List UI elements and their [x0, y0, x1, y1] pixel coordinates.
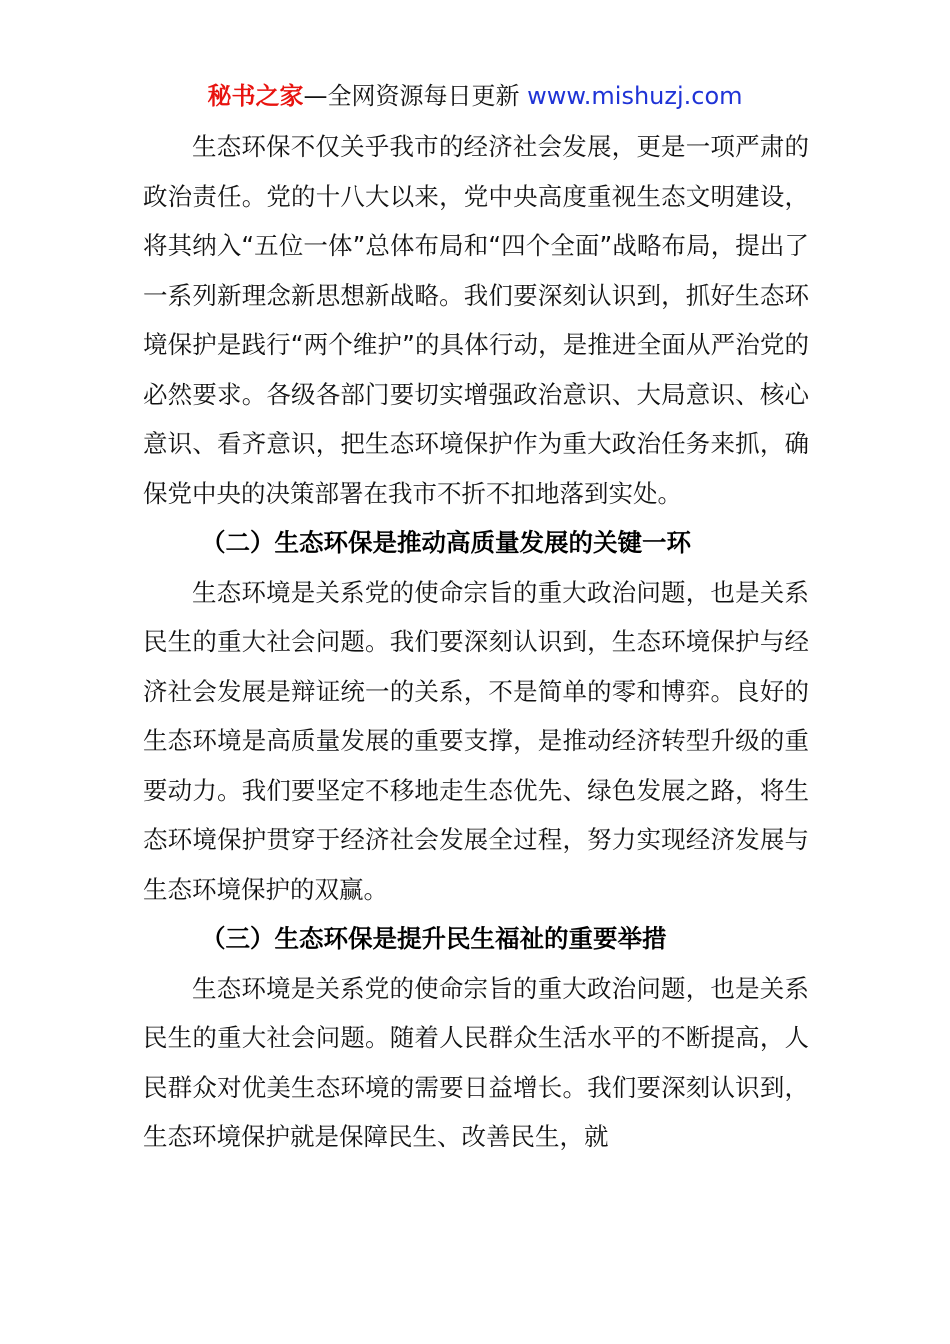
- page-header: [0, 80, 950, 112]
- brand-name: 秘书之家: [207, 82, 304, 110]
- document-body: [143, 122, 809, 1162]
- website-url[interactable]: www.mishuzj.com: [527, 82, 743, 110]
- header-tagline: —全网资源每日更新: [303, 82, 528, 110]
- paragraph-1: 生态环保不仅关乎我市的经济社会发展，更是一项严肃的政治责任。党的十八大以来，党中央高度重视生态文明建设，将其纳入“五位一体”总体布局和“四个全面”战略布局，提出了一系列新理念新思想新战略。我们要深刻认识到，抓好生态环境保护是践行“两个维护”的具体行动，是推进全面从严治党的必然要求。各级各部门要切实增强政治意识、大局意识、核心意识、看齐意识，把生态环境保护作为重大政治任务来抓，确保党中央的决策部署在我市不折不扣地落到实处。: [143, 132, 809, 508]
- section-heading-3: （三）生态环保是提升民生福祉的重要举措: [201, 924, 667, 953]
- paragraph-3: 生态环境是关系党的使命宗旨的重大政治问题，也是关系民生的重大社会问题。随着人民群众生活水平的不断提高，人民群众对优美生态环境的需要日益增长。我们要深刻认识到，生态环境保护就是保障民生、改善民生，就: [143, 973, 809, 1151]
- section-heading-2: （二）生态环保是推动高质量发展的关键一环: [201, 528, 691, 557]
- paragraph-2: 生态环境是关系党的使命宗旨的重大政治问题，也是关系民生的重大社会问题。我们要深刻认识到，生态环境保护与经济社会发展是辩证统一的关系，不是简单的零和博弈。良好的生态环境是高质量发展的重要支撑，是推动经济转型升级的重要动力。我们要坚定不移地走生态优先、绿色发展之路，将生态环境保护贯穿于经济社会发展全过程，努力实现经济发展与生态环境保护的双赢。: [143, 577, 809, 904]
